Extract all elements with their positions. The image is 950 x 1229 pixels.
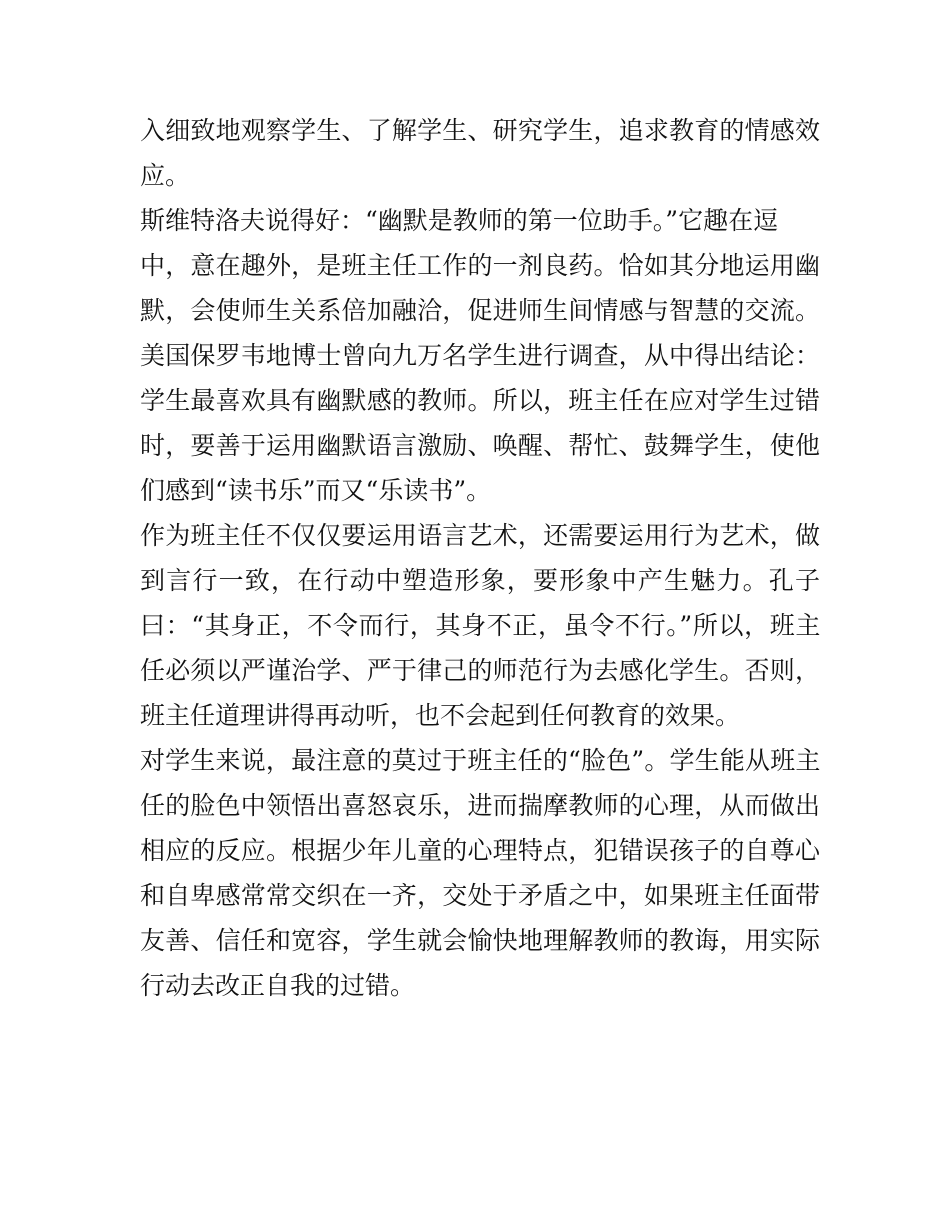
text-line: 中，意在趣外，是班主任工作的一剂良药。恰如其分地运用幽: [140, 251, 820, 280]
text-line: 斯维特洛夫说得好：“幽默是教师的第一位助手。”它趣在逗: [140, 206, 779, 235]
text-line: 美国保罗韦地博士曾向九万名学生进行调查，从中得出结论：: [140, 341, 820, 370]
text-line: 作为班主任不仅仅要运用语言艺术，还需要运用行为艺术，做: [140, 521, 820, 550]
text-line: 行动去改正自我的过错。: [140, 971, 416, 1000]
text-line: 班主任道理讲得再动听，也不会起到任何教育的效果。: [140, 701, 741, 730]
text-line: 友善、信任和宽容，学生就会愉快地理解教师的教诲，用实际: [140, 926, 820, 955]
text-line: 任必须以严谨治学、严于律己的师范行为去感化学生。否则，: [140, 656, 820, 685]
paragraph-2: [140, 198, 820, 513]
body-text: [140, 108, 820, 1008]
text-line: 任的脸色中领悟出喜怒哀乐，进而揣摩教师的心理，从而做出: [140, 791, 820, 820]
text-line: 入细致地观察学生、了解学生、研究学生，追求教育的情感效: [140, 116, 820, 145]
paragraph-4: [140, 738, 820, 1008]
text-line: 时，要善于运用幽默语言激励、唤醒、帮忙、鼓舞学生，使他: [140, 431, 820, 460]
text-line: 对学生来说，最注意的莫过于班主任的“脸色”。学生能从班主: [140, 746, 820, 775]
text-line: 和自卑感常常交织在一齐，交处于矛盾之中，如果班主任面带: [140, 881, 820, 910]
text-line: 相应的反应。根据少年儿童的心理特点，犯错误孩子的自尊心: [140, 836, 820, 865]
text-line: 应。: [140, 161, 191, 190]
text-line: 们感到“读书乐”而又“乐读书”。: [140, 476, 492, 505]
paragraph-3: [140, 513, 820, 738]
text-line: 曰：“其身正，不令而行，其身不正，虽令不行。”所以，班主: [140, 611, 820, 640]
text-line: 到言行一致，在行动中塑造形象，要形象中产生魅力。孔子: [140, 566, 820, 595]
text-line: 默，会使师生关系倍加融洽，促进师生间情感与智慧的交流。: [140, 296, 820, 325]
paragraph-1: [140, 108, 820, 198]
text-line: 学生最喜欢具有幽默感的教师。所以，班主任在应对学生过错: [140, 386, 820, 415]
